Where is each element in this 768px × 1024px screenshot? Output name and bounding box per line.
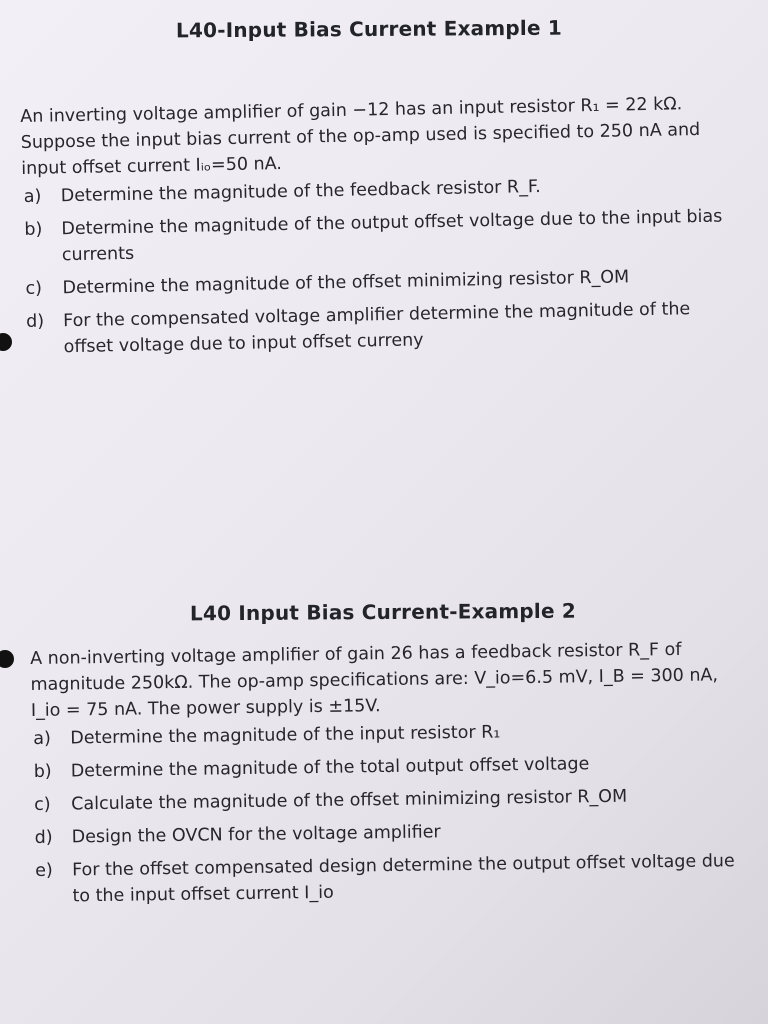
bullet-mark xyxy=(0,650,14,668)
part-text: Design the OVCN for the voltage amplifier xyxy=(71,822,441,848)
part-item xyxy=(23,262,743,302)
part-label: b) xyxy=(24,219,43,240)
part-text: Determine the magnitude of the offset minimizing resistor R_OM xyxy=(62,267,630,299)
part-label: c) xyxy=(25,278,43,299)
part-label: b) xyxy=(33,761,52,782)
part-text: For the offset compensated design determine the output offset voltage due to the input offset current I_io xyxy=(71,851,735,907)
part-label: d) xyxy=(34,827,53,848)
part-item xyxy=(32,782,747,818)
part-text: Calculate the magnitude of the offset minimizing resistor R_OM xyxy=(71,786,628,815)
part-label: a) xyxy=(33,728,51,749)
part-item xyxy=(24,295,745,361)
example-2-problem xyxy=(30,636,749,917)
bullet-mark xyxy=(0,333,12,351)
example-2-title: L40 Input Bias Current-Example 2 xyxy=(189,598,577,626)
example-1-parts xyxy=(22,170,745,361)
part-label: a) xyxy=(23,186,42,207)
example-1-problem xyxy=(20,90,745,368)
example-1-stem: An inverting voltage amplifier of gain −12 has an input resistor R₁ = 22 kΩ. Suppose the input bias current of the op-amp used is specified to 250 nA and input offset current Iᵢₒ=50 nA. xyxy=(20,94,701,179)
part-label: e) xyxy=(35,860,53,881)
part-text: Determine the magnitude of the total output offset voltage xyxy=(70,754,590,782)
part-label: c) xyxy=(34,794,51,815)
part-text: For the compensated voltage amplifier determine the magnitude of the offset voltage due to input offset curreny xyxy=(62,299,691,358)
part-item xyxy=(32,749,747,785)
part-item xyxy=(33,848,749,910)
part-text: Determine the magnitude of the feedback resistor R_F. xyxy=(60,177,541,207)
part-item xyxy=(32,815,747,851)
example-2-parts xyxy=(31,716,748,910)
part-label: d) xyxy=(25,311,45,332)
example-1-title: L40-Input Bias Current Example 1 xyxy=(175,15,563,43)
example-2-stem: A non-inverting voltage amplifier of gain 26 has a feedback resistor R_F of magnitude 250kΩ. The op-amp specifications are: V_io=6.5 mV, I_B = 300 nA, I_io = 75 nA. The power supply is ±15V. xyxy=(30,639,719,721)
part-item xyxy=(22,203,743,269)
part-text: Determine the magnitude of the output offset voltage due to the input bias currents xyxy=(61,206,723,266)
part-text: Determine the magnitude of the input resistor R₁ xyxy=(70,722,501,749)
